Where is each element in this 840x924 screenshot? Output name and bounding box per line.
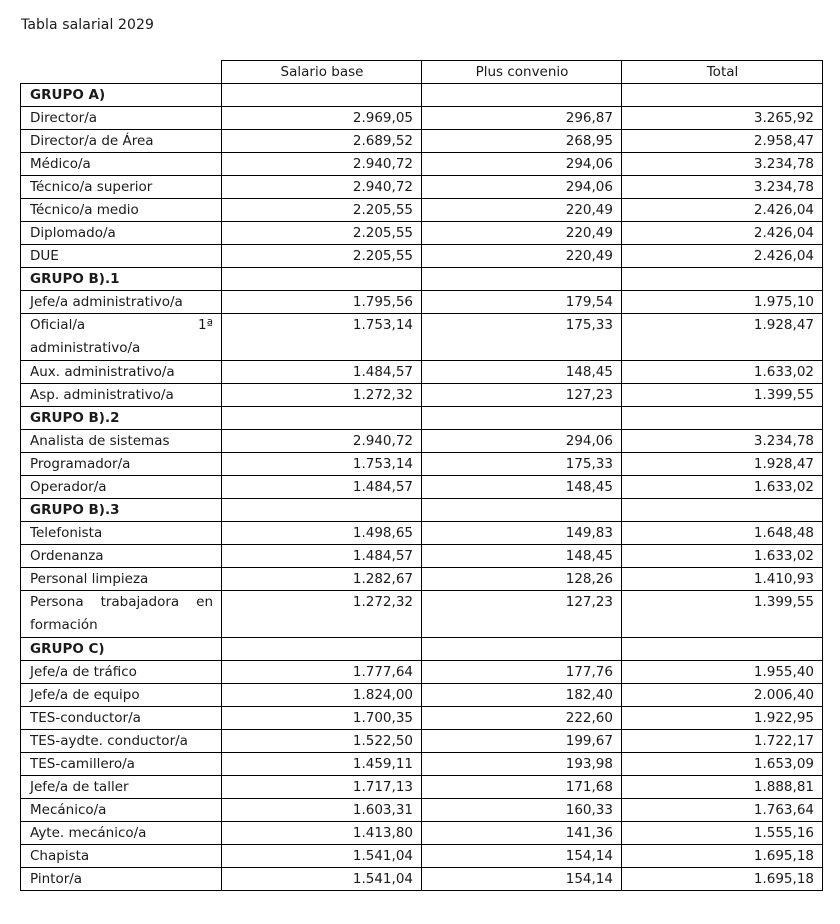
empty-cell [222, 638, 422, 661]
salario-base-cell: 2.940,72 [222, 153, 422, 176]
header-total: Total [622, 61, 823, 84]
salario-base-cell: 1.484,57 [222, 361, 422, 384]
header-salario-base: Salario base [222, 61, 422, 84]
plus-convenio-cell: 148,45 [422, 545, 622, 568]
plus-convenio-cell: 268,95 [422, 130, 622, 153]
plus-convenio-cell: 127,23 [422, 591, 622, 638]
plus-convenio-cell: 149,83 [422, 522, 622, 545]
group-header-row [21, 638, 823, 661]
total-cell: 2.958,47 [622, 130, 823, 153]
group-header-row [21, 407, 823, 430]
empty-cell [422, 407, 622, 430]
salario-base-cell: 1.413,80 [222, 822, 422, 845]
salario-base-cell: 1.541,04 [222, 868, 422, 891]
category-cell: TES-camillero/a [21, 753, 222, 776]
salary-table [20, 60, 823, 891]
salario-base-cell: 1.753,14 [222, 453, 422, 476]
category-cell: Jefe/a de taller [21, 776, 222, 799]
table-row [21, 430, 823, 453]
table-row [21, 107, 823, 130]
salario-base-cell: 2.969,05 [222, 107, 422, 130]
salario-base-cell: 1.753,14 [222, 314, 422, 361]
empty-cell [622, 84, 823, 107]
total-cell: 1.928,47 [622, 453, 823, 476]
empty-cell [622, 407, 823, 430]
category-cell: Asp. administrativo/a [21, 384, 222, 407]
table-row [21, 522, 823, 545]
salario-base-cell: 2.940,72 [222, 430, 422, 453]
empty-cell [422, 499, 622, 522]
total-cell: 1.928,47 [622, 314, 823, 361]
category-cell: Oficial/a 1ª administrativo/a [21, 314, 222, 361]
header-blank [21, 61, 222, 84]
plus-convenio-cell: 171,68 [422, 776, 622, 799]
total-cell: 1.653,09 [622, 753, 823, 776]
category-cell: Ayte. mecánico/a [21, 822, 222, 845]
salario-base-cell: 1.282,67 [222, 568, 422, 591]
category-cell: Personal limpieza [21, 568, 222, 591]
plus-convenio-cell: 177,76 [422, 661, 622, 684]
category-cell: Técnico/a medio [21, 199, 222, 222]
empty-cell [222, 407, 422, 430]
table-row [21, 222, 823, 245]
salario-base-cell: 1.272,32 [222, 591, 422, 638]
table-row [21, 822, 823, 845]
plus-convenio-cell: 222,60 [422, 707, 622, 730]
category-cell: Jefe/a de equipo [21, 684, 222, 707]
table-row [21, 684, 823, 707]
salario-base-cell: 2.205,55 [222, 245, 422, 268]
salario-base-cell: 1.700,35 [222, 707, 422, 730]
plus-convenio-cell: 175,33 [422, 453, 622, 476]
total-cell: 1.695,18 [622, 868, 823, 891]
table-row [21, 568, 823, 591]
table-row [21, 153, 823, 176]
category-cell: Telefonista [21, 522, 222, 545]
table-row [21, 245, 823, 268]
salario-base-cell: 1.777,64 [222, 661, 422, 684]
total-cell: 1.633,02 [622, 545, 823, 568]
total-cell: 1.399,55 [622, 384, 823, 407]
table-row [21, 453, 823, 476]
salario-base-cell: 2.689,52 [222, 130, 422, 153]
group-header-row [21, 268, 823, 291]
table-header-row [21, 61, 823, 84]
table-body [21, 84, 823, 891]
table-row [21, 845, 823, 868]
table-row [21, 707, 823, 730]
category-cell: Analista de sistemas [21, 430, 222, 453]
group-header-row [21, 84, 823, 107]
total-cell: 1.922,95 [622, 707, 823, 730]
category-cell: Técnico/a superior [21, 176, 222, 199]
group-name: GRUPO C) [21, 638, 222, 661]
table-row [21, 384, 823, 407]
plus-convenio-cell: 148,45 [422, 476, 622, 499]
total-cell: 1.633,02 [622, 361, 823, 384]
plus-convenio-cell: 220,49 [422, 222, 622, 245]
table-row [21, 291, 823, 314]
total-cell: 1.399,55 [622, 591, 823, 638]
total-cell: 3.265,92 [622, 107, 823, 130]
salario-base-cell: 1.541,04 [222, 845, 422, 868]
plus-convenio-cell: 199,67 [422, 730, 622, 753]
empty-cell [422, 268, 622, 291]
document-title: Tabla salarial 2029 [21, 17, 155, 33]
salario-base-cell: 1.484,57 [222, 476, 422, 499]
category-cell: Mecánico/a [21, 799, 222, 822]
plus-convenio-cell: 179,54 [422, 291, 622, 314]
salario-base-cell: 1.824,00 [222, 684, 422, 707]
category-cell: Persona trabajadora en formación [21, 591, 222, 638]
category-cell: Jefe/a de tráfico [21, 661, 222, 684]
total-cell: 1.975,10 [622, 291, 823, 314]
table-row [21, 130, 823, 153]
plus-convenio-cell: 294,06 [422, 153, 622, 176]
plus-convenio-cell: 154,14 [422, 868, 622, 891]
category-cell: Médico/a [21, 153, 222, 176]
salario-base-cell: 1.603,31 [222, 799, 422, 822]
plus-convenio-cell: 175,33 [422, 314, 622, 361]
salario-base-cell: 2.205,55 [222, 222, 422, 245]
total-cell: 2.006,40 [622, 684, 823, 707]
category-cell: Programador/a [21, 453, 222, 476]
table-row [21, 868, 823, 891]
plus-convenio-cell: 148,45 [422, 361, 622, 384]
table-row [21, 361, 823, 384]
salario-base-cell: 1.498,65 [222, 522, 422, 545]
salario-base-cell: 1.522,50 [222, 730, 422, 753]
group-name: GRUPO B).2 [21, 407, 222, 430]
total-cell: 1.955,40 [622, 661, 823, 684]
group-name: GRUPO B).3 [21, 499, 222, 522]
salario-base-cell: 1.459,11 [222, 753, 422, 776]
table-row [21, 314, 823, 361]
empty-cell [222, 499, 422, 522]
empty-cell [622, 268, 823, 291]
salario-base-cell: 2.940,72 [222, 176, 422, 199]
category-cell: Pintor/a [21, 868, 222, 891]
salario-base-cell: 1.484,57 [222, 545, 422, 568]
category-cell: TES-aydte. conductor/a [21, 730, 222, 753]
group-header-row [21, 499, 823, 522]
table-row [21, 199, 823, 222]
category-cell: Ordenanza [21, 545, 222, 568]
category-cell: Diplomado/a [21, 222, 222, 245]
group-name: GRUPO B).1 [21, 268, 222, 291]
plus-convenio-cell: 127,23 [422, 384, 622, 407]
category-cell: Chapista [21, 845, 222, 868]
table-row [21, 545, 823, 568]
total-cell: 3.234,78 [622, 430, 823, 453]
plus-convenio-cell: 220,49 [422, 199, 622, 222]
total-cell: 1.555,16 [622, 822, 823, 845]
total-cell: 1.763,64 [622, 799, 823, 822]
plus-convenio-cell: 294,06 [422, 430, 622, 453]
category-cell: Director/a de Área [21, 130, 222, 153]
total-cell: 1.410,93 [622, 568, 823, 591]
table-row [21, 591, 823, 638]
plus-convenio-cell: 193,98 [422, 753, 622, 776]
plus-convenio-cell: 160,33 [422, 799, 622, 822]
salario-base-cell: 1.272,32 [222, 384, 422, 407]
group-name: GRUPO A) [21, 84, 222, 107]
plus-convenio-cell: 220,49 [422, 245, 622, 268]
total-cell: 2.426,04 [622, 199, 823, 222]
category-cell: Operador/a [21, 476, 222, 499]
total-cell: 2.426,04 [622, 245, 823, 268]
empty-cell [222, 268, 422, 291]
empty-cell [622, 499, 823, 522]
salario-base-cell: 1.717,13 [222, 776, 422, 799]
empty-cell [422, 84, 622, 107]
category-cell: Director/a [21, 107, 222, 130]
plus-convenio-cell: 154,14 [422, 845, 622, 868]
plus-convenio-cell: 141,36 [422, 822, 622, 845]
table-row [21, 476, 823, 499]
category-cell: TES-conductor/a [21, 707, 222, 730]
header-plus-convenio: Plus convenio [422, 61, 622, 84]
salario-base-cell: 1.795,56 [222, 291, 422, 314]
plus-convenio-cell: 294,06 [422, 176, 622, 199]
total-cell: 1.633,02 [622, 476, 823, 499]
table-row [21, 799, 823, 822]
table-row [21, 730, 823, 753]
empty-cell [222, 84, 422, 107]
empty-cell [622, 638, 823, 661]
total-cell: 1.695,18 [622, 845, 823, 868]
total-cell: 1.722,17 [622, 730, 823, 753]
table-row [21, 176, 823, 199]
table-row [21, 661, 823, 684]
total-cell: 2.426,04 [622, 222, 823, 245]
plus-convenio-cell: 128,26 [422, 568, 622, 591]
table-row [21, 776, 823, 799]
total-cell: 3.234,78 [622, 153, 823, 176]
total-cell: 1.648,48 [622, 522, 823, 545]
category-cell: Jefe/a administrativo/a [21, 291, 222, 314]
total-cell: 3.234,78 [622, 176, 823, 199]
plus-convenio-cell: 182,40 [422, 684, 622, 707]
empty-cell [422, 638, 622, 661]
category-cell: DUE [21, 245, 222, 268]
total-cell: 1.888,81 [622, 776, 823, 799]
salario-base-cell: 2.205,55 [222, 199, 422, 222]
plus-convenio-cell: 296,87 [422, 107, 622, 130]
table-row [21, 753, 823, 776]
category-cell: Aux. administrativo/a [21, 361, 222, 384]
